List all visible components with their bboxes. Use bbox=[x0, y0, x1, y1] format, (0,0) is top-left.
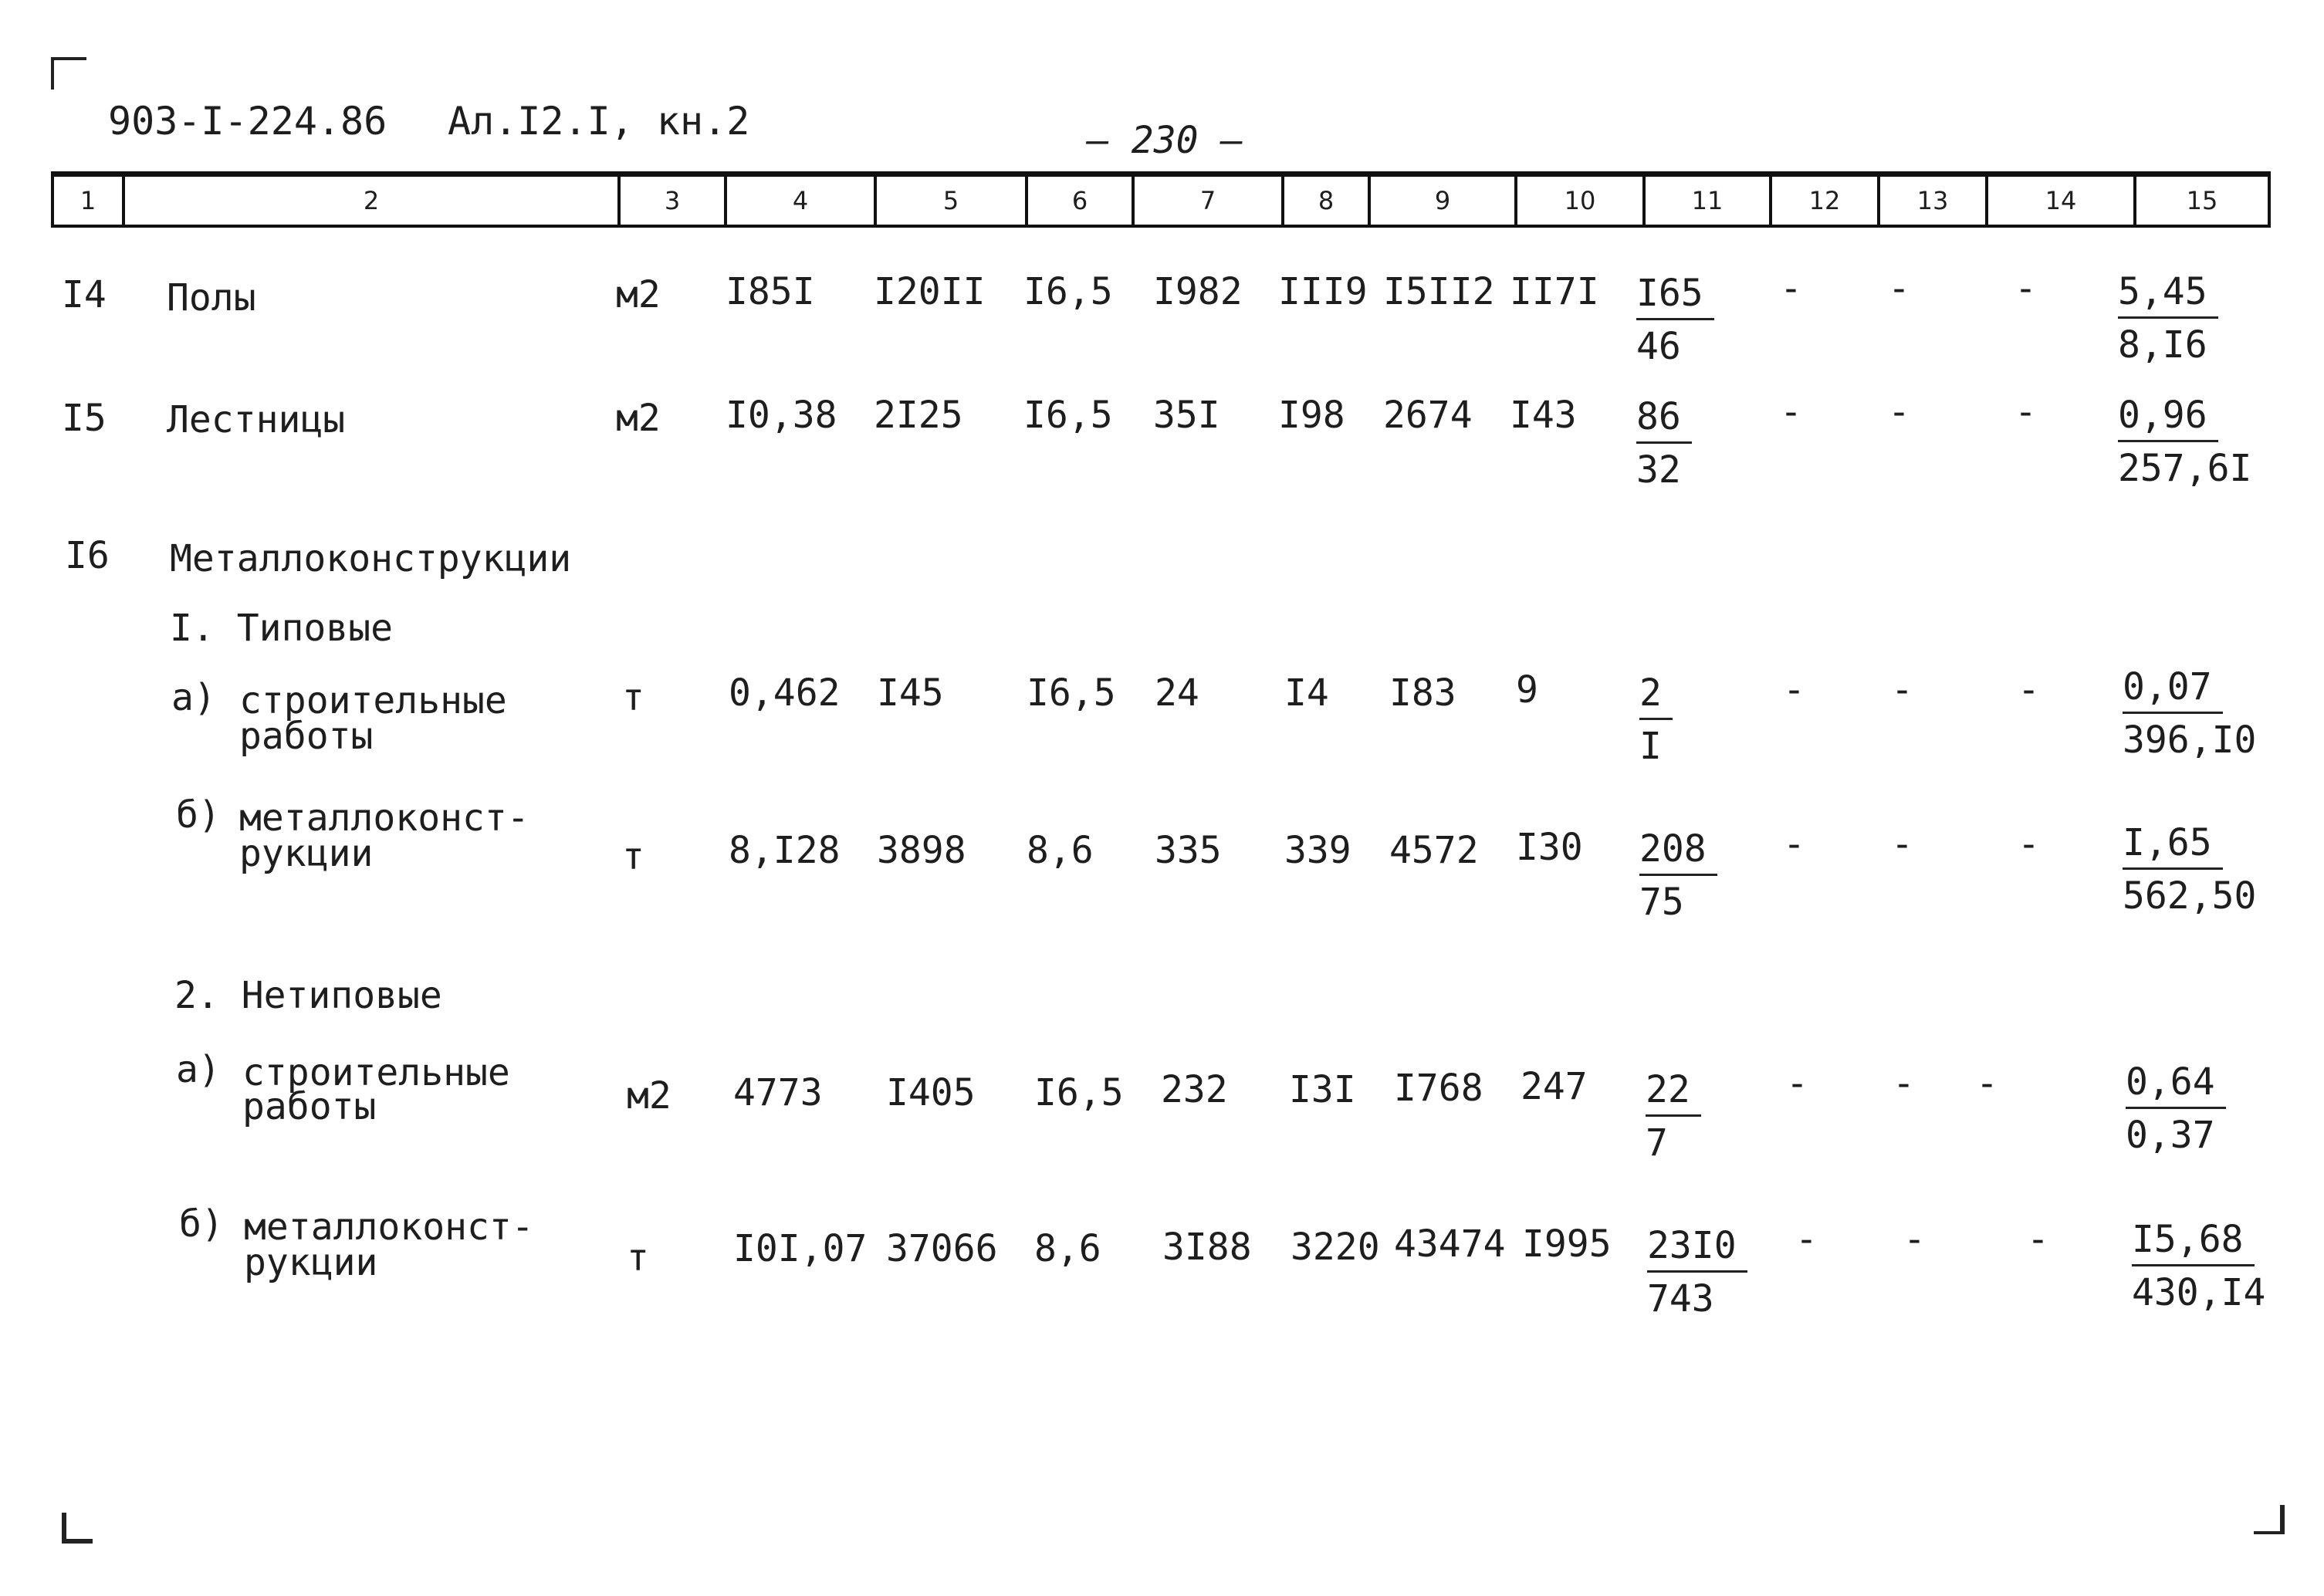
col13-value: - bbox=[1888, 267, 1910, 310]
col8-value: I3I bbox=[1289, 1068, 1356, 1111]
row-name-line1: металлоконст- bbox=[239, 796, 529, 840]
col-header-13: 13 bbox=[1877, 177, 1985, 225]
item-label: а) bbox=[176, 1048, 221, 1091]
fraction-denominator: 743 bbox=[1647, 1277, 1714, 1320]
col-header-14: 14 bbox=[1985, 177, 2133, 225]
row-name-line2: работы bbox=[242, 1085, 377, 1128]
row-name: Металлоконструкции bbox=[170, 537, 572, 580]
col5-value: 2I25 bbox=[874, 394, 963, 437]
col10-value: II7I bbox=[1510, 270, 1599, 313]
col12-value: - bbox=[1786, 1062, 1808, 1105]
col-header-8: 8 bbox=[1281, 177, 1368, 225]
col13-value: - bbox=[1893, 1062, 1915, 1105]
col7-value: 3I88 bbox=[1162, 1226, 1252, 1269]
fraction-numerator: I5,68 bbox=[2132, 1221, 2255, 1266]
col9-value: 2674 bbox=[1383, 394, 1473, 437]
col-header-11: 11 bbox=[1642, 177, 1769, 225]
col-header-12: 12 bbox=[1769, 177, 1877, 225]
unit: м2 bbox=[616, 273, 661, 316]
col6-value: 8,6 bbox=[1034, 1227, 1101, 1270]
fraction-denominator: I bbox=[1639, 725, 1662, 768]
row-number: I6 bbox=[65, 534, 110, 577]
fraction-numerator: 0,07 bbox=[2123, 668, 2223, 714]
col-header-6: 6 bbox=[1025, 177, 1132, 225]
col11-fraction bbox=[1636, 395, 1692, 492]
fraction-denominator: 32 bbox=[1636, 448, 1681, 492]
fraction-numerator: 0,96 bbox=[2118, 397, 2218, 442]
col-header-3: 3 bbox=[617, 177, 724, 225]
col6-value: 8,6 bbox=[1027, 829, 1094, 872]
col9-value: 4572 bbox=[1389, 829, 1479, 872]
col12-value: - bbox=[1783, 668, 1805, 712]
fraction-numerator: I,65 bbox=[2123, 824, 2223, 870]
col8-value: III9 bbox=[1278, 270, 1368, 313]
fraction-denominator: 430,I4 bbox=[2132, 1271, 2266, 1314]
col-header-4: 4 bbox=[724, 177, 874, 225]
col4-value: I0I,07 bbox=[733, 1227, 868, 1270]
col15-fraction bbox=[2123, 665, 2257, 762]
col14-value: - bbox=[2014, 391, 2037, 434]
col14-value: - bbox=[2018, 823, 2040, 866]
col10-value: I43 bbox=[1510, 394, 1577, 437]
row-number: I4 bbox=[62, 273, 107, 316]
unit: т bbox=[622, 676, 644, 719]
col6-value: I6,5 bbox=[1023, 270, 1113, 313]
col11-fraction bbox=[1636, 272, 1714, 368]
fraction-numerator: 86 bbox=[1636, 398, 1692, 444]
unit: т bbox=[622, 835, 644, 878]
col15-fraction bbox=[2118, 394, 2252, 490]
col-header-9: 9 bbox=[1368, 177, 1514, 225]
col12-value: - bbox=[1783, 823, 1805, 866]
row-name-line2: рукции bbox=[239, 832, 374, 875]
album-reference: Ал.I2.I, кн.2 bbox=[448, 99, 750, 144]
col7-value: 232 bbox=[1161, 1068, 1228, 1111]
col13-value: - bbox=[1888, 391, 1910, 434]
col8-value: 3220 bbox=[1291, 1226, 1380, 1269]
unit: т bbox=[627, 1236, 649, 1280]
col11-fraction bbox=[1646, 1068, 1701, 1165]
col-header-5: 5 bbox=[874, 177, 1025, 225]
fraction-numerator: 208 bbox=[1639, 830, 1717, 876]
col13-value: - bbox=[1891, 668, 1913, 712]
col15-fraction bbox=[2123, 821, 2257, 918]
fraction-denominator: 7 bbox=[1646, 1121, 1668, 1165]
row-name: Лестницы bbox=[167, 398, 346, 441]
fraction-denominator: 0,37 bbox=[2126, 1114, 2215, 1157]
col8-value: 339 bbox=[1284, 829, 1351, 872]
row-name-line2: рукции bbox=[244, 1241, 378, 1284]
col-header-2: 2 bbox=[122, 177, 617, 225]
col13-value: - bbox=[1903, 1218, 1926, 1261]
col-header-1: 1 bbox=[51, 177, 122, 225]
col7-value: I982 bbox=[1153, 270, 1243, 313]
col9-value: I5II2 bbox=[1383, 270, 1495, 313]
fraction-numerator: 2 bbox=[1639, 675, 1673, 720]
col4-value: I0,38 bbox=[726, 394, 837, 437]
col7-value: 335 bbox=[1155, 829, 1222, 872]
col14-value: - bbox=[2027, 1218, 2049, 1261]
row-name-line2: работы bbox=[239, 715, 374, 758]
col7-value: 35I bbox=[1153, 394, 1220, 437]
fraction-denominator: 46 bbox=[1636, 325, 1681, 368]
col6-value: I6,5 bbox=[1034, 1071, 1124, 1114]
row-name: Полы bbox=[167, 276, 256, 320]
row-name-line1: строительные bbox=[239, 679, 507, 722]
col12-value: - bbox=[1795, 1218, 1818, 1261]
col-header-7: 7 bbox=[1132, 177, 1281, 225]
col11-fraction bbox=[1647, 1224, 1747, 1320]
fraction-numerator: 5,45 bbox=[2118, 273, 2218, 319]
col14-value: - bbox=[1976, 1062, 1998, 1105]
col14-value: - bbox=[2014, 267, 2037, 310]
fraction-numerator: 0,64 bbox=[2126, 1063, 2226, 1109]
col15-fraction bbox=[2126, 1060, 2226, 1157]
col10-value: I30 bbox=[1516, 826, 1583, 869]
col9-value: I768 bbox=[1394, 1067, 1483, 1110]
row-name-line1: металлоконст- bbox=[244, 1205, 534, 1249]
page-number: — 230 — bbox=[1087, 119, 1243, 162]
item-label: а) bbox=[171, 676, 216, 719]
section-title: I. Типовые bbox=[170, 607, 393, 650]
col10-value: 247 bbox=[1521, 1065, 1588, 1108]
col7-value: 24 bbox=[1155, 671, 1199, 715]
col5-value: I20II bbox=[874, 270, 986, 313]
fraction-numerator: 22 bbox=[1646, 1071, 1701, 1117]
item-label: б) bbox=[179, 1202, 224, 1246]
col8-value: I98 bbox=[1278, 394, 1345, 437]
fraction-numerator: 23I0 bbox=[1647, 1227, 1747, 1273]
col5-value: 3898 bbox=[877, 829, 966, 872]
corner-mark-top-left bbox=[51, 57, 86, 90]
doc-code: 903-I-224.86 bbox=[108, 99, 387, 144]
item-label: б) bbox=[176, 793, 221, 837]
fraction-denominator: 257,6I bbox=[2118, 447, 2252, 490]
col13-value: - bbox=[1891, 823, 1913, 866]
col4-value: I85I bbox=[726, 270, 815, 313]
col12-value: - bbox=[1780, 267, 1802, 310]
corner-mark-bottom-left bbox=[62, 1513, 93, 1544]
col15-fraction bbox=[2118, 270, 2218, 367]
col14-value: - bbox=[2018, 668, 2040, 712]
fraction-denominator: 396,I0 bbox=[2123, 719, 2257, 762]
col5-value: I405 bbox=[886, 1071, 976, 1114]
col4-value: 8,I28 bbox=[729, 829, 841, 872]
col5-value: 37066 bbox=[886, 1227, 998, 1270]
column-number-header bbox=[51, 171, 2271, 228]
row-number: I5 bbox=[62, 397, 107, 440]
col12-value: - bbox=[1780, 391, 1802, 434]
col10-value: I995 bbox=[1522, 1222, 1612, 1266]
section-title: 2. Нетиповые bbox=[174, 974, 442, 1017]
col6-value: I6,5 bbox=[1027, 671, 1116, 715]
col-header-15: 15 bbox=[2133, 177, 2271, 225]
fraction-denominator: 8,I6 bbox=[2118, 323, 2207, 367]
col9-value: I83 bbox=[1389, 671, 1456, 715]
col9-value: 43474 bbox=[1394, 1222, 1506, 1266]
col6-value: I6,5 bbox=[1023, 394, 1113, 437]
col4-value: 4773 bbox=[733, 1071, 823, 1114]
col-header-10: 10 bbox=[1514, 177, 1642, 225]
corner-mark-bottom-right bbox=[2254, 1505, 2285, 1534]
col15-fraction bbox=[2132, 1218, 2266, 1314]
col10-value: 9 bbox=[1516, 668, 1538, 712]
col11-fraction bbox=[1639, 827, 1717, 924]
fraction-numerator: I65 bbox=[1636, 275, 1714, 320]
col5-value: I45 bbox=[877, 671, 944, 715]
col8-value: I4 bbox=[1284, 671, 1329, 715]
row-name-line1: строительные bbox=[242, 1051, 510, 1094]
fraction-denominator: 75 bbox=[1639, 881, 1684, 924]
col4-value: 0,462 bbox=[729, 671, 841, 715]
unit: м2 bbox=[616, 397, 661, 440]
unit: м2 bbox=[627, 1074, 671, 1118]
col11-fraction bbox=[1639, 671, 1673, 768]
fraction-denominator: 562,50 bbox=[2123, 874, 2257, 918]
